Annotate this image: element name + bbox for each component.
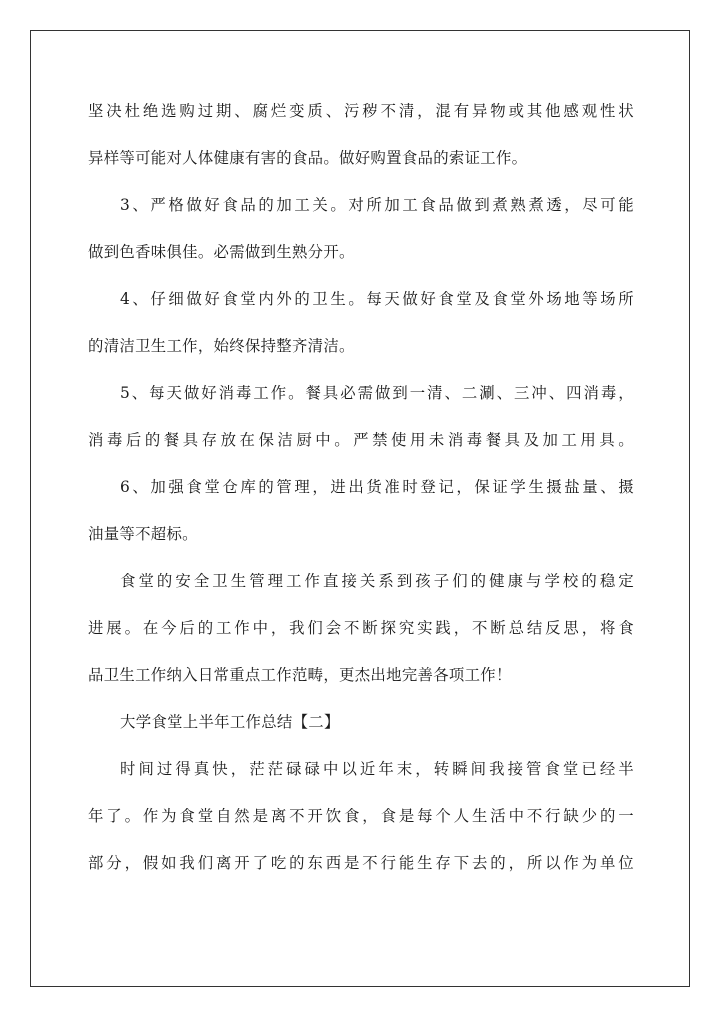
text-line: 坚决杜绝选购过期、腐烂变质、污秽不清，混有异物或其他感观性状 xyxy=(88,102,634,120)
text-line: 异样等可能对人体健康有害的食品。做好购置食品的索证工作。 xyxy=(88,149,528,167)
text-line: 4、仔细做好食堂内外的卫生。每天做好食堂及食堂外场地等场所 xyxy=(120,290,634,308)
text-line: 消毒后的餐具存放在保洁厨中。严禁使用未消毒餐具及加工用具。 xyxy=(88,431,634,449)
text-line: 品卫生工作纳入日常重点工作范畴，更杰出地完善各项工作！ xyxy=(88,666,512,684)
text-line: 年了。作为食堂自然是离不开饮食，食是每个人生活中不行缺少的一 xyxy=(88,807,634,825)
text-line: 食堂的安全卫生管理工作直接关系到孩子们的健康与学校的稳定 xyxy=(120,572,634,590)
text-line: 进展。在今后的工作中，我们会不断探究实践，不断总结反思，将食 xyxy=(88,619,634,637)
text-line: 油量等不超标。 xyxy=(88,525,198,543)
text-line: 的清洁卫生工作，始终保持整齐清洁。 xyxy=(88,337,355,355)
section-heading: 大学食堂上半年工作总结【二】 xyxy=(120,713,340,731)
text-line: 5、每天做好消毒工作。餐具必需做到一清、二涮、三冲、四消毒， xyxy=(120,384,634,402)
text-line: 6、加强食堂仓库的管理，进出货准时登记，保证学生摄盐量、摄 xyxy=(120,478,634,496)
text-line: 3、严格做好食品的加工关。对所加工食品做到煮熟煮透，尽可能 xyxy=(120,196,634,214)
text-line: 部分，假如我们离开了吃的东西是不行能生存下去的，所以作为单位 xyxy=(88,854,634,872)
page-border xyxy=(30,30,690,987)
text-line: 做到色香味俱佳。必需做到生熟分开。 xyxy=(88,243,355,261)
text-line: 时间过得真快，茫茫碌碌中以近年末，转瞬间我接管食堂已经半 xyxy=(120,760,634,778)
